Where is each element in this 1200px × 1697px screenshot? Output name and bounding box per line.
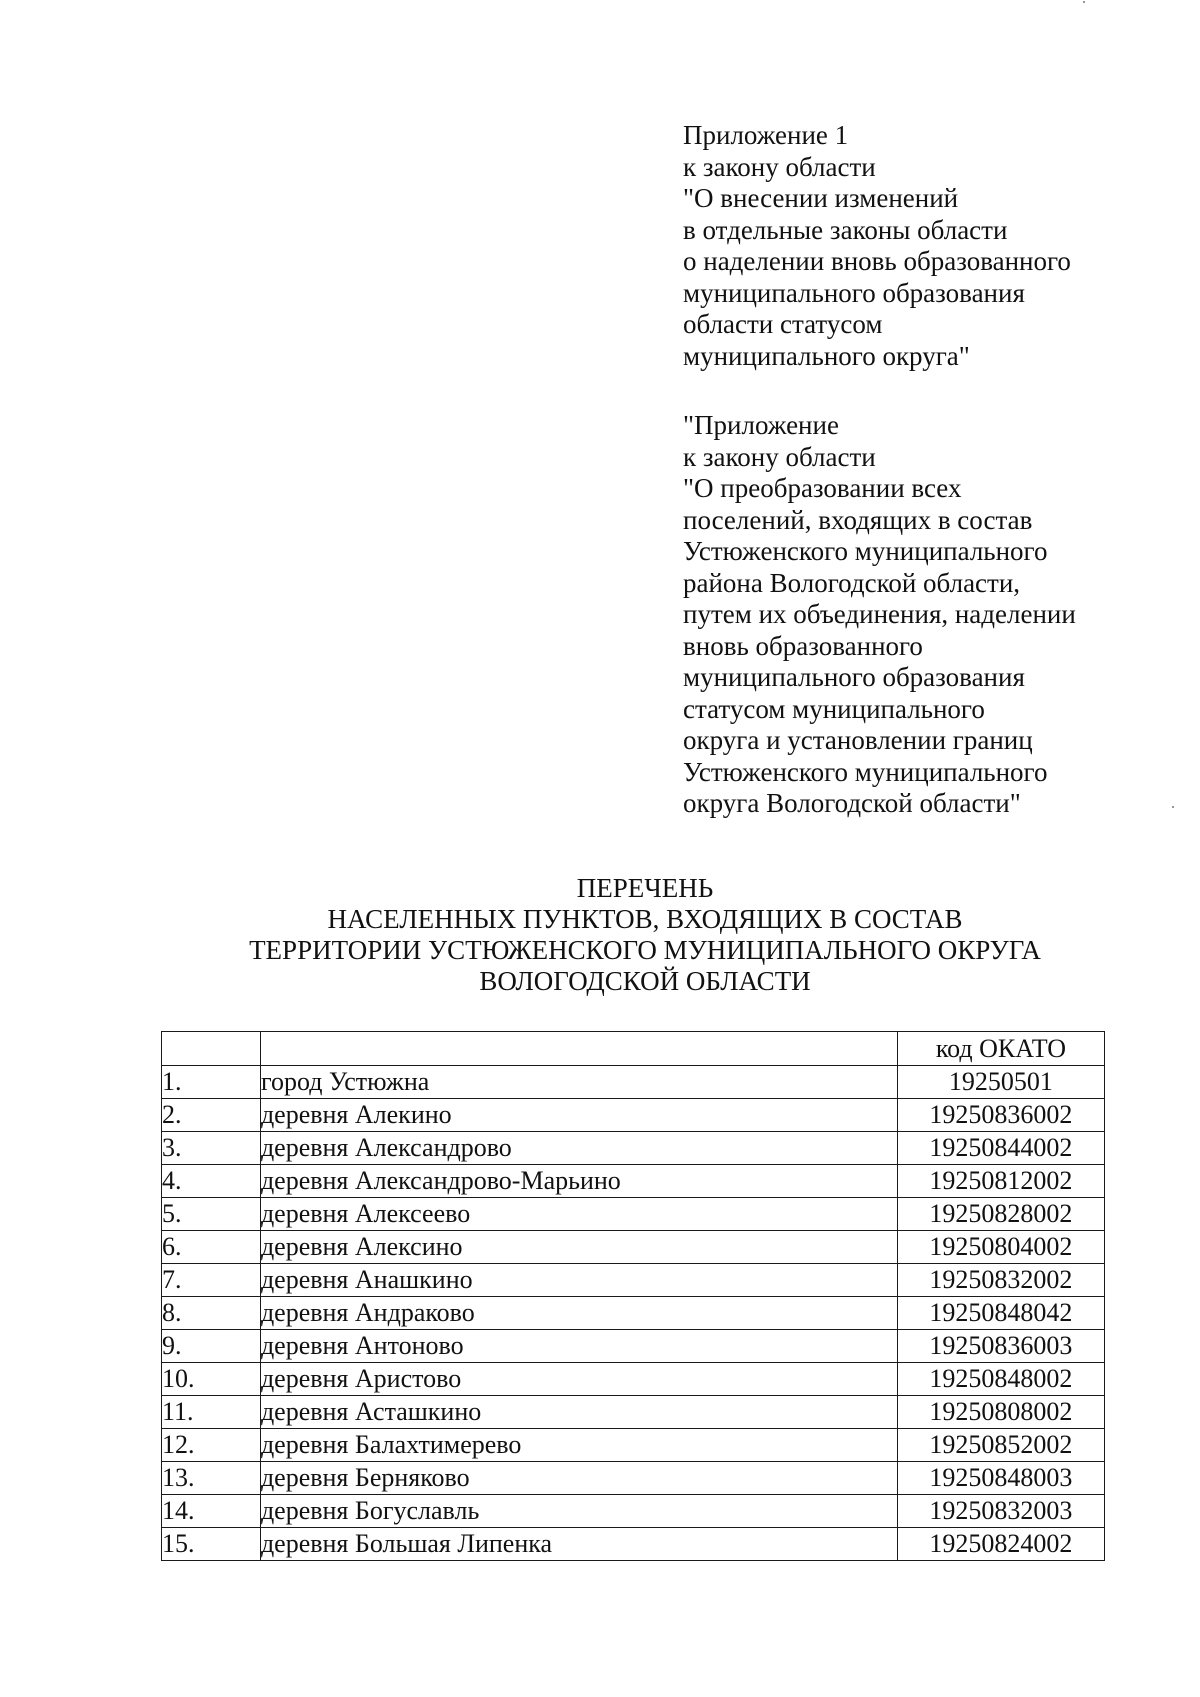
row-name: деревня Асташкино (260, 1396, 897, 1429)
row-num: 13. (162, 1462, 261, 1495)
title-line: НАСЕЛЕННЫХ ПУНКТОВ, ВХОДЯЩИХ В СОСТАВ (327, 904, 963, 934)
row-name: деревня Александрово-Марьино (260, 1165, 897, 1198)
row-num: 11. (162, 1396, 261, 1429)
row-code: 19250832002 (897, 1264, 1104, 1297)
appendix-1-line: к закону области (683, 151, 876, 182)
row-num: 6. (162, 1231, 261, 1264)
row-name: деревня Берняково (260, 1462, 897, 1495)
row-name: деревня Анашкино (260, 1264, 897, 1297)
row-code: 19250808002 (897, 1396, 1104, 1429)
title-line: ВОЛОГОДСКОЙ ОБЛАСТИ (479, 966, 811, 996)
table-row (162, 1330, 1105, 1363)
table-row (162, 1264, 1105, 1297)
appendix-1-line: Приложение 1 (683, 120, 849, 150)
row-num: 3. (162, 1132, 261, 1165)
row-code: 19250804002 (897, 1231, 1104, 1264)
appendix-2-line: Устюженского муниципального (683, 756, 1048, 787)
table-row (162, 1297, 1105, 1330)
header-name-cell (260, 1032, 897, 1066)
table-row (162, 1462, 1105, 1495)
row-num: 8. (162, 1297, 261, 1330)
appendix-1-line: "О внесении изменений (683, 183, 959, 213)
row-code: 19250832003 (897, 1495, 1104, 1528)
row-num: 5. (162, 1198, 261, 1231)
table-header-row (162, 1032, 1105, 1066)
row-name: деревня Большая Липенка (260, 1528, 897, 1561)
row-code: 19250836003 (897, 1330, 1104, 1363)
table-row (162, 1066, 1105, 1099)
table-row (162, 1132, 1105, 1165)
appendix-2-line: путем их объединения, наделении (683, 599, 1076, 629)
row-code: 19250824002 (897, 1528, 1104, 1561)
row-num: 14. (162, 1495, 261, 1528)
row-code: 19250848002 (897, 1363, 1104, 1396)
row-name: деревня Алексино (260, 1231, 897, 1264)
appendix-2-line: Устюженского муниципального (683, 536, 1048, 566)
row-num: 2. (162, 1099, 261, 1132)
appendix-1-line: в отдельные законы области (683, 214, 1008, 245)
appendix-2-note (683, 410, 1076, 820)
row-code: 19250852002 (897, 1429, 1104, 1462)
appendix-1-line: о наделении вновь образованного (683, 246, 1071, 276)
row-name: деревня Андраково (260, 1297, 897, 1330)
row-name: деревня Алекино (260, 1099, 897, 1132)
row-num: 15. (162, 1528, 261, 1561)
appendix-2-line: округа и установлении границ (683, 725, 1033, 755)
table-row (162, 1198, 1105, 1231)
row-name: деревня Аристово (260, 1363, 897, 1396)
row-name: деревня Александрово (260, 1132, 897, 1165)
row-name: деревня Богуславль (260, 1495, 897, 1528)
title-line: ПЕРЕЧЕНЬ (576, 873, 714, 903)
scan-speck (1083, 1, 1085, 3)
appendix-2-line: муниципального образования (683, 662, 1025, 692)
appendix-2-line: вновь образованного (683, 630, 923, 661)
appendix-1-line: муниципального округа" (683, 340, 970, 371)
row-name: деревня Балахтимерево (260, 1429, 897, 1462)
appendix-1-line: муниципального образования (683, 277, 1025, 308)
row-num: 4. (162, 1165, 261, 1198)
table-row (162, 1495, 1105, 1528)
appendix-2-line: района Вологодской области, (683, 567, 1021, 598)
table-row (162, 1396, 1105, 1429)
row-code: 19250844002 (897, 1132, 1104, 1165)
settlements-table (161, 1031, 1105, 1561)
appendix-2-line: к закону области (683, 441, 876, 472)
table-row (162, 1528, 1105, 1561)
appendix-2-line: поселений, входящих в состав (683, 504, 1033, 535)
header-num-cell (162, 1032, 261, 1066)
scan-speck (1172, 806, 1174, 808)
table-row (162, 1363, 1105, 1396)
row-code: 19250812002 (897, 1165, 1104, 1198)
appendix-2-line: "Приложение (683, 410, 839, 440)
row-num: 1. (162, 1066, 261, 1099)
document-title (150, 873, 1140, 997)
row-code: 19250836002 (897, 1099, 1104, 1132)
table-row (162, 1099, 1105, 1132)
row-code: 19250828002 (897, 1198, 1104, 1231)
row-name: деревня Алексеево (260, 1198, 897, 1231)
row-name: деревня Антоново (260, 1330, 897, 1363)
row-code: 19250848003 (897, 1462, 1104, 1495)
row-num: 9. (162, 1330, 261, 1363)
appendix-2-line: статусом муниципального (683, 693, 985, 724)
table-row (162, 1429, 1105, 1462)
table-row (162, 1231, 1105, 1264)
appendix-2-line: "О преобразовании всех (683, 473, 962, 503)
row-num: 7. (162, 1264, 261, 1297)
table-row (162, 1165, 1105, 1198)
appendix-2-line: округа Вологодской области" (683, 788, 1021, 818)
appendix-1-line: области статусом (683, 309, 883, 339)
title-line: ТЕРРИТОРИИ УСТЮЖЕНСКОГО МУНИЦИПАЛЬНОГО ОКРУГА (249, 935, 1041, 965)
row-num: 12. (162, 1429, 261, 1462)
row-num: 10. (162, 1363, 261, 1396)
appendix-1-note (683, 120, 1071, 372)
row-code: 19250501 (897, 1066, 1104, 1099)
row-code: 19250848042 (897, 1297, 1104, 1330)
header-code-cell: код ОКАТО (897, 1032, 1104, 1066)
row-name: город Устюжна (260, 1066, 897, 1099)
